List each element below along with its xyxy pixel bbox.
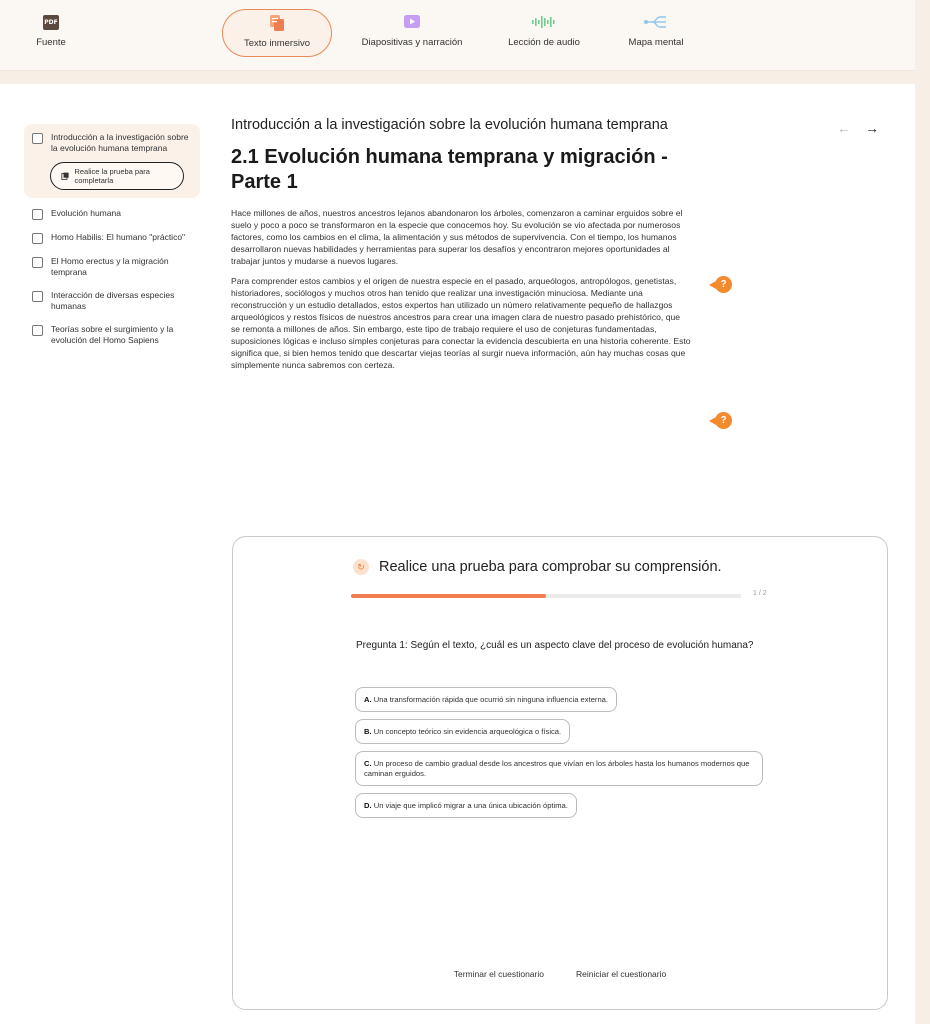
mind-map-icon (643, 14, 669, 30)
question-badge-icon[interactable]: ? (715, 276, 732, 293)
take-quiz-label: Realice la prueba para completarla (74, 167, 150, 185)
quiz-option-b[interactable] (355, 719, 570, 744)
option-text: Un proceso de cambio gradual desde los ancestros que vivían en los árboles hasta los humanos modernos que caminan erguidos. (364, 759, 750, 778)
section-title: 2.1 Evolución humana temprana y migración - Parte 1 (231, 146, 668, 193)
quiz-option-d[interactable] (355, 793, 577, 818)
quiz-options (355, 687, 763, 825)
sidebar-item-homo-erectus[interactable] (24, 256, 200, 278)
doc-title: Introducción a la investigación sobre la evolución humana temprana (231, 117, 668, 133)
pdf-icon: PDF (43, 15, 59, 30)
restart-quiz-button[interactable]: Reiniciar el cuestionario (575, 969, 667, 979)
nav-fuente[interactable] (26, 12, 76, 58)
sidebar-item-interaccion[interactable] (24, 290, 200, 312)
take-quiz-button[interactable] (50, 162, 184, 190)
sidebar-item-label: Evolución humana (51, 208, 121, 218)
nav-leccion-audio[interactable] (494, 12, 594, 58)
quiz-question: Pregunta 1: Según el texto, ¿cuál es un aspecto clave del proceso de evolución humana? (356, 640, 754, 651)
option-letter: D. (364, 801, 372, 810)
option-letter: B. (364, 727, 372, 736)
quiz-progress-label: 1 / 2 (753, 590, 767, 597)
question-badge-icon[interactable]: ? (715, 412, 732, 429)
next-arrow-icon[interactable]: → (865, 120, 879, 136)
nav-diapositivas[interactable] (356, 12, 468, 58)
paragraph: Para comprender estos cambios y el origen de nuestra especie en el pasado, arqueólogos, antropólogos, genetistas, historiadores, sociólogos y muchos otros han tenido que realizar una investigación minuciosa. Mediante una reconstrucción y un estudio detallados, estos expertos han utilizado un número relativamente pequeño de hallazgos arqueológicos y restos físicos de nuestros ancestros para crear una imagen clara de nuestro pasado prehistórico, que se remonta a millones de años. Sin embargo, este tipo de trabajo requiere el uso de conjeturas fundamentadas, suposiciones lógicas e incluso simples conjeturas para conectar la evidencia descubierta en una historia coherente. Esto significa que, si bien hemos tenido que descartar viejas teorías al surgir nueva información, aún hay muchas cosas que simplemente nunca sabremos con certeza. (231, 276, 691, 370)
sidebar-item-evolucion[interactable] (24, 208, 200, 220)
checkbox[interactable] (32, 257, 43, 268)
audio-wave-icon (531, 15, 557, 29)
finish-quiz-button[interactable]: Terminar el cuestionario (453, 969, 544, 979)
sidebar-item-homo-habilis[interactable] (24, 232, 200, 244)
sidebar-active-block (24, 124, 200, 198)
nav-label: Diapositivas y narración (361, 37, 463, 48)
quiz-card (232, 536, 888, 1010)
sidebar-item-label: Interacción de diversas especies humanas (51, 290, 175, 311)
sidebar-toc (24, 124, 200, 358)
quiz-option-c[interactable] (355, 751, 763, 786)
option-letter: C. (364, 759, 372, 768)
quiz-refresh-icon: ↻ (353, 559, 369, 575)
main-panel (0, 84, 915, 1024)
sidebar-item-intro[interactable] (32, 132, 192, 154)
option-text: Un viaje que implicó migrar a una única ubicación óptima. (373, 801, 568, 810)
option-text: Un concepto teórico sin evidencia arqueológica o física. (373, 727, 562, 736)
checkbox[interactable] (32, 133, 43, 144)
document-icon (268, 14, 286, 32)
prev-arrow-icon[interactable]: ← (837, 120, 851, 136)
nav-texto-inmersivo[interactable] (222, 9, 332, 57)
quiz-progress-fill (351, 594, 546, 598)
quiz-footer (233, 969, 887, 979)
checkbox[interactable] (32, 325, 43, 336)
sidebar-item-label: Teorías sobre el surgimiento y la evolución del Homo Sapiens (51, 324, 174, 345)
sidebar-item-label: El Homo erectus y la migración temprana (51, 256, 169, 277)
checkbox[interactable] (32, 291, 43, 302)
quiz-option-a[interactable] (355, 687, 617, 712)
nav-mapa-mental[interactable] (616, 12, 696, 58)
nav-label: Mapa mental (628, 37, 684, 48)
page-arrows (837, 120, 879, 136)
quiz-heading: Realice una prueba para comprobar su comprensión. (379, 559, 722, 575)
nav-label: Lección de audio (508, 37, 580, 48)
quiz-icon (61, 171, 69, 181)
reading-content (231, 116, 691, 379)
paragraph: Hace millones de años, nuestros ancestros lejanos abandonaron los árboles, comenzaron a caminar erguidos sobre el suelo y poco a poco se transformaron en la especie que conocemos hoy. Su evolución se vio afectada por numerosos factores, como los cambios en el clima, la alimentación y sus métodos de supervivencia. Con el tiempo, los humanos desarrollaron nuevas habilidades y herramientas para superar los desafíos y encontraron mejores oportunidades al trabajar juntos y mudarse a nuevos lugares. (231, 208, 683, 266)
nav-label: Texto inmersivo (244, 38, 310, 49)
checkbox[interactable] (32, 209, 43, 220)
sidebar-item-label: Introducción a la investigación sobre la evolución humana temprana (51, 132, 189, 153)
option-text: Una transformación rápida que ocurrió sin ninguna influencia externa. (373, 695, 608, 704)
option-letter: A. (364, 695, 372, 704)
sidebar-item-teorias[interactable] (24, 324, 200, 346)
nav-label: Fuente (36, 37, 66, 48)
quiz-header (353, 559, 722, 575)
top-nav-bar (0, 0, 915, 71)
quiz-progress-bar (351, 594, 741, 598)
sidebar-item-label: Homo Habilis: El humano "práctico" (51, 232, 186, 242)
slides-play-icon (403, 14, 421, 30)
checkbox[interactable] (32, 233, 43, 244)
